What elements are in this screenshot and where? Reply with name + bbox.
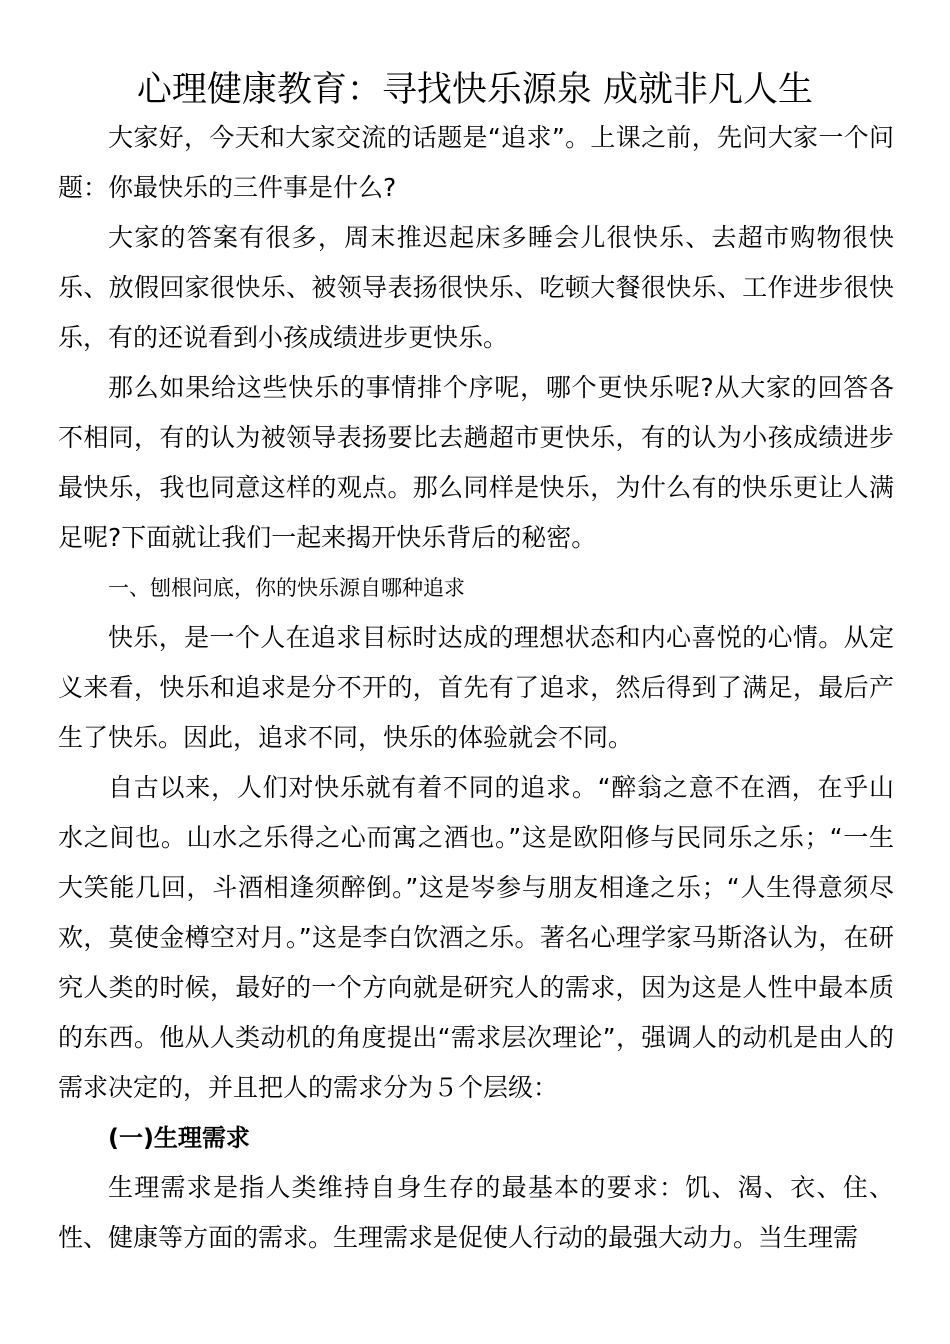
paragraph-ranking: 那么如果给这些快乐的事情排个序呢，哪个更快乐呢?从大家的回答各不相同，有的认为被领导表扬要比去趟超市更快乐，有的认为小孩成绩进步最快乐，我也同意这样的观点。那么同样是快乐，为什么有的快乐更让人满足呢?下面就让我们一起来揭开快乐背后的秘密。 — [58, 373, 894, 552]
paragraph-definition: 快乐，是一个人在追求目标时达成的理想状态和内心喜悦的心情。从定义来看，快乐和追求是分不开的，首先有了追求，然后得到了满足，最后产生了快乐。因此，追求不同，快乐的体验就会不同。 — [58, 623, 894, 752]
paragraph-history: 自古以来，人们对快乐就有着不同的追求。“醉翁之意不在酒，在乎山水之间也。山水之乐得之心而寓之酒也。”这是欧阳修与民同乐之乐；“一生大笑能几回，斗酒相逢须醉倒。”这是岑参与朋友相逢之乐；“人生得意须尽欢，莫使金樽空对月。”这是李白饮酒之乐。著名心理学家马斯洛认为，在研究人类的时候，最好的一个方向就是研究人的需求，因为这是人性中最本质的东西。他从人类动机的角度提出“需求层次理论”，强调人的动机是由人的需求决定的，并且把人的需求分为５个层级： — [58, 773, 894, 1102]
paragraph-intro: 大家好，今天和大家交流的话题是“追求”。上课之前，先问大家一个问题：你最快乐的三件事是什么? — [58, 123, 894, 202]
paragraph-physiological: 生理需求是指人类维持自身生存的最基本的要求：饥、渴、衣、住、性、健康等方面的需求。生理需求是促使人行动的最强大动力。当生理需 — [58, 1173, 894, 1252]
section-heading-1: 一、刨根问底，你的快乐源自哪种追求 — [108, 576, 465, 600]
document-body — [58, 113, 894, 1263]
subsection-heading-physiological: (一)生理需求 — [108, 1124, 250, 1152]
paragraph-answers: 大家的答案有很多，周末推迟起床多睡会儿很快乐、去超市购物很快乐、放假回家很快乐、被领导表扬很快乐、吃顿大餐很快乐、工作进步很快乐，有的还说看到小孩成绩进步更快乐。 — [58, 223, 894, 352]
document-title: 心理健康教育：寻找快乐源泉 成就非凡人生 — [136, 70, 814, 110]
